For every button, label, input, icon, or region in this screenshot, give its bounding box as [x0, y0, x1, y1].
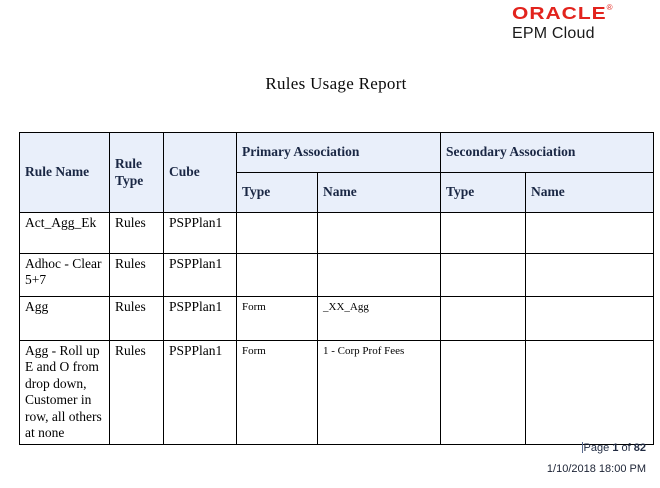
cell-primary-name: [318, 254, 441, 297]
cell-secondary-type: [441, 341, 526, 445]
cell-rule-type: Rules: [110, 254, 164, 297]
table-row: [20, 254, 654, 297]
cell-cube: PSPPlan1: [164, 213, 237, 254]
cell-rule-type: Rules: [110, 213, 164, 254]
table-header-row-1: [20, 133, 654, 173]
column-header-rule-type: Rule Type: [110, 133, 164, 213]
cell-secondary-type: [441, 297, 526, 341]
cell-primary-type: Form: [237, 297, 318, 341]
column-header-cube: Cube: [164, 133, 237, 213]
report-timestamp: 1/10/2018 18:00 PM: [546, 463, 646, 475]
cell-primary-type: [237, 213, 318, 254]
cell-secondary-type: [441, 254, 526, 297]
product-name: EPM Cloud: [512, 25, 595, 42]
column-header-secondary-type: Type: [441, 173, 526, 213]
cell-rule-name: Act_Agg_Ek: [20, 213, 110, 254]
registered-trademark-icon: ®: [606, 3, 613, 12]
text-cursor: [582, 442, 583, 453]
cell-cube: PSPPlan1: [164, 254, 237, 297]
oracle-wordmark: ORACLE: [512, 4, 607, 24]
cell-primary-name: 1 - Corp Prof Fees: [318, 341, 441, 445]
page-indicator: [582, 442, 646, 455]
total-page-count: 82: [633, 442, 646, 454]
cell-rule-name: Agg: [20, 297, 110, 341]
page-word: Page: [583, 442, 610, 454]
cell-secondary-name: [526, 341, 654, 445]
column-header-secondary-name: Name: [526, 173, 654, 213]
table-row: [20, 213, 654, 254]
of-word: of: [621, 442, 631, 454]
cell-rule-type: Rules: [110, 341, 164, 445]
column-header-primary-type: Type: [237, 173, 318, 213]
oracle-epm-logo: [512, 5, 613, 42]
cell-secondary-name: [526, 213, 654, 254]
cell-primary-name: _XX_Agg: [318, 297, 441, 341]
table-row: [20, 297, 654, 341]
column-header-rule-name: Rule Name: [20, 133, 110, 213]
cell-cube: PSPPlan1: [164, 297, 237, 341]
cell-cube: PSPPlan1: [164, 341, 237, 445]
cell-rule-name: Adhoc - Clear 5+7: [20, 254, 110, 297]
column-group-secondary-association: Secondary Association: [441, 133, 654, 173]
cell-primary-name: [318, 213, 441, 254]
current-page-number: 1: [612, 442, 619, 454]
cell-rule-name: Agg - Roll up E and O from drop down, Customer in row, all others at none: [20, 341, 110, 445]
cell-secondary-name: [526, 297, 654, 341]
oracle-logotype: [512, 5, 613, 26]
cell-primary-type: [237, 254, 318, 297]
column-header-primary-name: Name: [318, 173, 441, 213]
page-title: Rules Usage Report: [265, 74, 407, 93]
cell-secondary-type: [441, 213, 526, 254]
cell-primary-type: Form: [237, 341, 318, 445]
rules-usage-table: [19, 132, 654, 445]
cell-rule-type: Rules: [110, 297, 164, 341]
cell-secondary-name: [526, 254, 654, 297]
table-row: [20, 341, 654, 445]
column-group-primary-association: Primary Association: [237, 133, 441, 173]
